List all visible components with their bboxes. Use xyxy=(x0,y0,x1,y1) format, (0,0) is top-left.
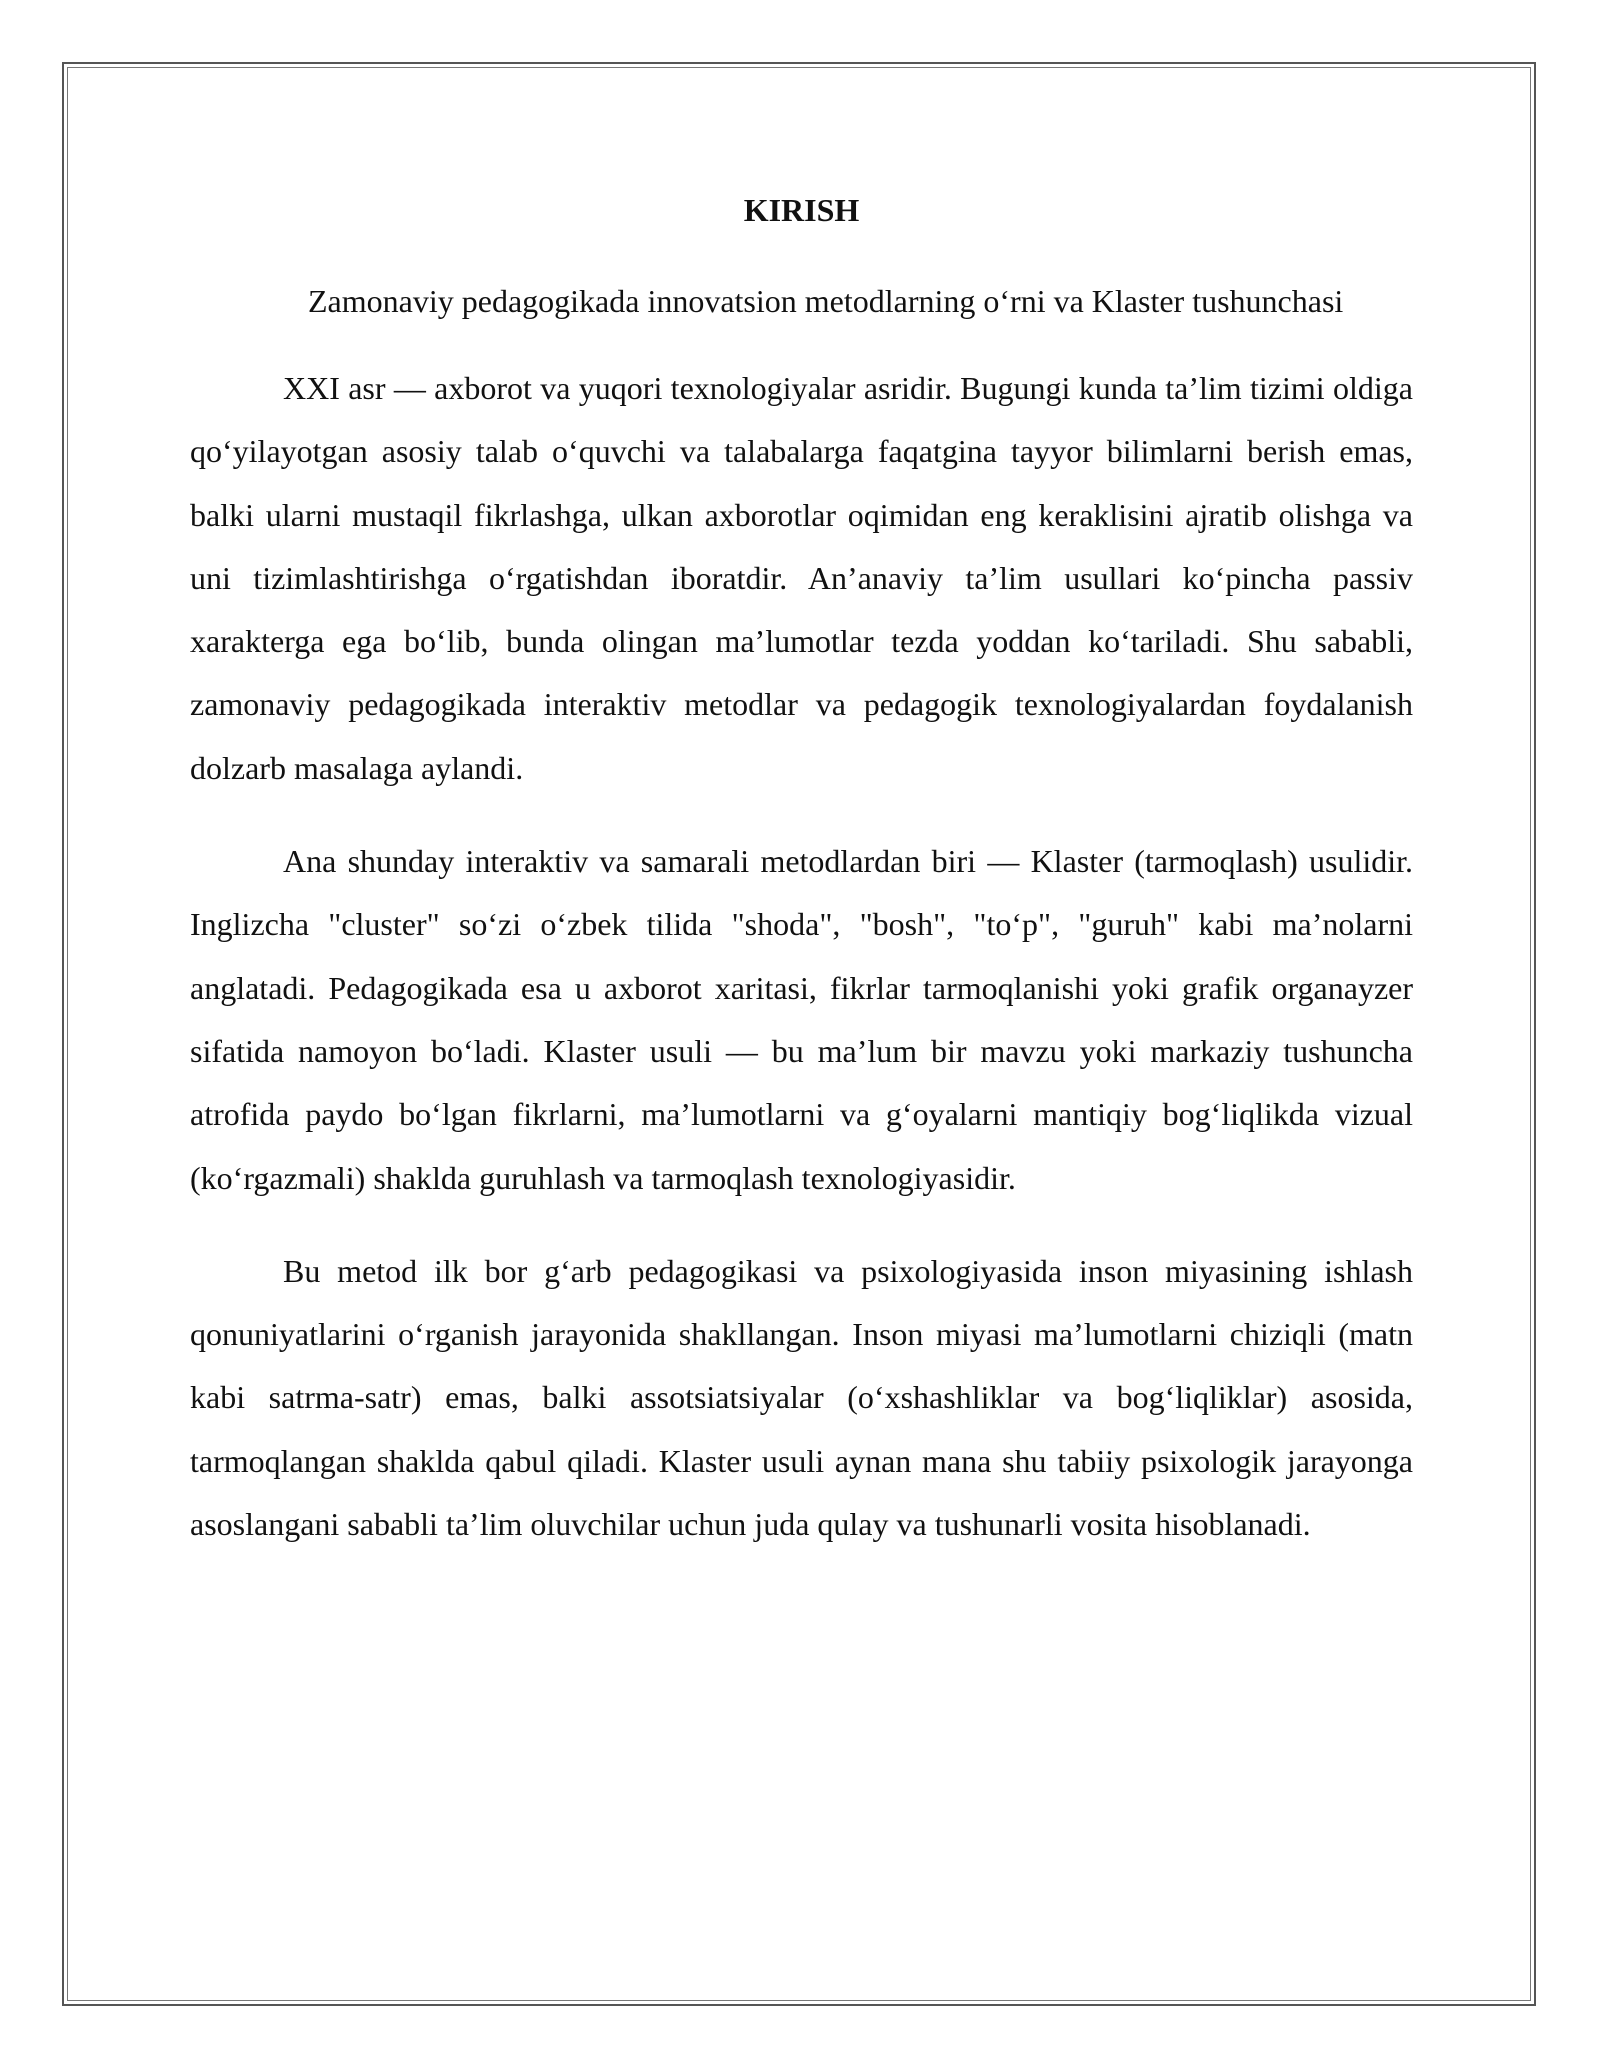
paragraph-1: XXI asr — axborot va yuqori texnologiyalar asridir. Bugungi kunda ta’lim tizimi oldiga qo‘yilayotgan asosiy talab o‘quvchi va talabalarga faqatgina tayyor bilimlarni berish emas, balki ularni mustaqil fikrlashga, ulkan axborotlar oqimidan eng keraklisini ajratib olishga va uni tizimlashtirishga o‘rgatishdan iboratdir. An’anaviy ta’lim usullari ko‘pincha passiv xarakterga ega bo‘lib, bunda olingan ma’lumotlar tezda yoddan ko‘tariladi. Shu sababli, zamonaviy pedagogikada interaktiv metodlar va pedagogik texnologiyalardan foydalanish dolzarb masalaga aylandi. xyxy=(190,370,1413,786)
document-title: KIRISH xyxy=(743,192,860,228)
document-body xyxy=(190,186,1413,1586)
paragraph-3: Bu metod ilk bor g‘arb pedagogikasi va psixologiyasida inson miyasining ishlash qonuniyatlarini o‘rganish jarayonida shakllangan. Inson miyasi ma’lumotlarni chiziqli (matn kabi satrma-satr) emas, balki assotsiatsiyalar (o‘xshashliklar va bog‘liqliklar) asosida, tarmoqlangan shaklda qabul qiladi. Klaster usuli aynan mana shu tabiiy psixologik jarayonga asoslangani sababli ta’lim oluvchilar uchun juda qulay va tushunarli vosita hisoblanadi. xyxy=(190,1252,1413,1543)
paragraph-2: Ana shunday interaktiv va samarali metodlardan biri — Klaster (tarmoqlash) usulidir. Inglizcha "cluster" so‘zi o‘zbek tilida "shoda", "bosh", "to‘p", "guruh" kabi ma’nolarni anglatadi. Pedagogikada esa u axborot xaritasi, fikrlar tarmoqlanishi yoki grafik organayzer sifatida namoyon bo‘ladi. Klaster usuli — bu ma’lum bir mavzu yoki markaziy tushuncha atrofida paydo bo‘lgan fikrlarni, ma’lumotlarni va g‘oyalarni mantiqiy bog‘liqlikda vizual (ko‘rgazmali) shaklda guruhlash va tarmoqlash texnologiyasidir. xyxy=(190,843,1413,1196)
document-subtitle: Zamonaviy pedagogikada innovatsion metodlarning o‘rni va Klaster tushunchasi xyxy=(308,283,1344,319)
